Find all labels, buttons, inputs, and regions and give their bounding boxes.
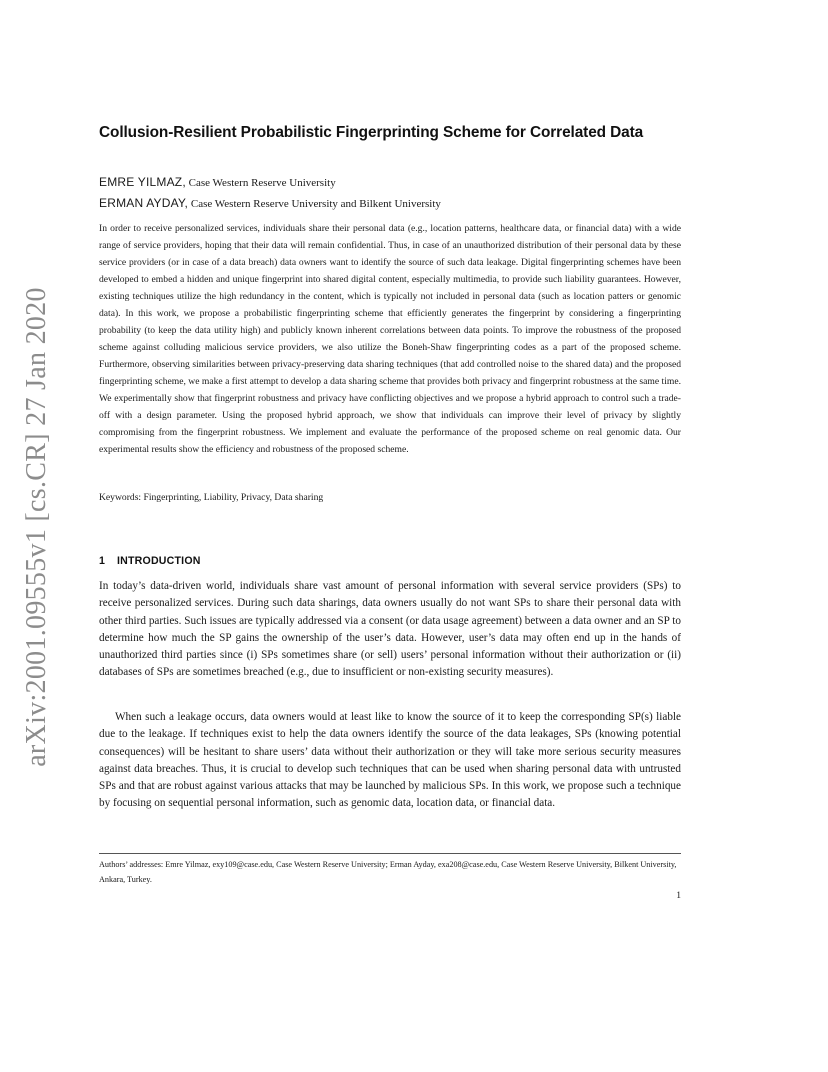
- body-paragraph: When such a leakage occurs, data owners would at least like to know the source of it to keep the corresponding SP(s) liable due to the leakage. If techniques exist to help the data owners identify the source of the data leakages, SPs (knowing potential consequences) will be hesitant to share users’ data without their authorization or they will take more serious security measures against data breaches. Thus, it is crucial to develop such techniques that can be used when sharing personal data with untrusted SPs and that are robust against various attacks that may be launched by malicious SPs. In this work, we propose such a technique by focusing on sequential personal information, such as genomic data, location data, or financial data.: [99, 711, 681, 810]
- abstract: In order to receive personalized services, individuals share their personal data (e.g., location patterns, healthcare data, or financial data) with a wide range of service providers, hoping that their data will remain confidential. Thus, in case of an unauthorized distribution of their personal data by these service providers (or in case of a data breach) data owners want to identify the source of such data leakage. Digital fingerprinting schemes have been developed to embed a hidden and unique fingerprint into shared digital content, especially multimedia, to provide such liability guarantees. However, existing techniques utilize the high redundancy in the content, which is typically not included in personal data (such as location patters or genomic data). In this work, we propose a probabilistic fingerprinting scheme that efficiently generates the fingerprint by considering a fingerprinting probability (to keep the data utility high) and publicly known inherent correlations between data points. To improve the robustness of the proposed scheme against colluding malicious service providers, we also utilize the Boneh-Shaw fingerprinting codes as a part of the proposed scheme. Furthermore, observing similarities between privacy-preserving data sharing techniques (that add controlled noise to the shared data) and the proposed fingerprinting scheme, we make a first attempt to develop a data sharing scheme that provides both privacy and fingerprint robustness at the same time. We experimentally show that fingerprint robustness and privacy have conflicting objectives and we propose a hybrid approach to control such a trade-off with a design parameter. Using the proposed hybrid approach, we show that individuals can improve their level of privacy by slightly compromising from the fingerprint robustness. We implement and evaluate the performance of the proposed scheme on real genomic data. Our experimental results show the efficiency and robustness of the proposed scheme.: [99, 223, 681, 455]
- keywords: Keywords: Fingerprinting, Liability, Privacy, Data sharing: [99, 492, 324, 503]
- section-title: INTRODUCTION: [117, 555, 201, 567]
- arxiv-side-stamp: [12, 287, 62, 767]
- author-line-2: [99, 196, 681, 210]
- arxiv-identifier: arXiv:2001.09555v1 [cs.CR] 27 Jan 2020: [21, 287, 52, 767]
- body-paragraph: In today’s data-driven world, individuals share vast amount of personal information with several service providers (SPs) to receive personalized services. During such data sharings, data owners usually do not want SPs to share their personal data with other third parties. Such issues are typically addressed via a consent (or data usage agreement) between a data owner and an SP to determine how much the SP gains the ownership of the user’s data. However, user’s data may often end up in the hands of unauthorized third parties since (i) SPs sometimes share (or sell) users’ personal information without their authorization or (ii) databases of SPs are sometimes breached (e.g., due to insufficient or non-existing security measures).: [99, 580, 681, 679]
- paper-title: Collusion-Resilient Probabilistic Fingerprinting Scheme for Correlated Data: [99, 124, 644, 141]
- author-addresses-footnote: Authors’ addresses: Emre Yilmaz, exy109@case.edu, Case Western Reserve University; Erman Ayday, exa208@case.edu, Case Western Reserve University, Bilkent University, Ankara, Turkey.: [99, 860, 677, 884]
- page-number: 1: [676, 890, 681, 901]
- author-affiliation: Case Western Reserve University and Bilkent University: [190, 198, 441, 210]
- author-name: EMRE YILMAZ,: [99, 175, 186, 189]
- author-affiliation: Case Western Reserve University: [188, 177, 336, 189]
- footnote-divider: [99, 853, 681, 854]
- section-heading-introduction: [99, 555, 201, 567]
- section-number: 1: [99, 555, 106, 567]
- author-line-1: [99, 175, 681, 189]
- author-name: ERMAN AYDAY,: [99, 196, 189, 210]
